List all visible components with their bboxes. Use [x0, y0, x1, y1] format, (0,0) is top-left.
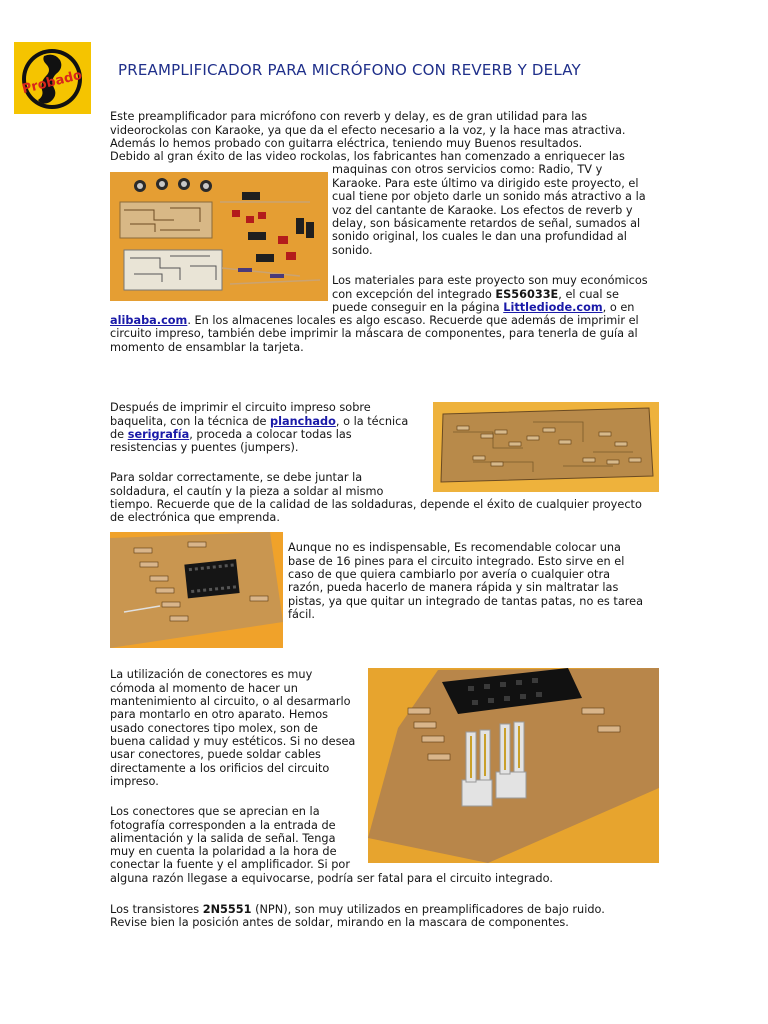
connectors-line-9: impreso. — [110, 775, 159, 788]
intro-right-line-5: delay, son básicamente retardos de señal, sumados al — [332, 217, 641, 230]
polarity-line-2: fotografía corresponden a la entrada de — [110, 819, 336, 832]
print-line-3: de serigrafía, proceda a colocar todas las — [110, 428, 352, 441]
connectors-line-3: mantenimiento al circuito, o al desarmarlo — [110, 695, 351, 708]
socket-line-2: base de 16 pines para el circuito integrado. Esto sirve en el — [288, 555, 625, 568]
print-line-2: baquelita, con la técnica de planchado, o la técnica — [110, 415, 409, 428]
intro-line-3: Además lo hemos probado con guitarra eléctrica, teniendo muy Buenos resultados. — [110, 137, 583, 150]
intro-right-line-1: maquinas con otros servicios como: Radio, TV y — [332, 163, 603, 176]
materials-line-5: circuito impreso, también debe imprimir la máscara de componentes, para tenerla de guía al — [110, 327, 638, 340]
print-line-4: resistencias y puentes (jumpers). — [110, 441, 299, 454]
print-line-1: Después de imprimir el circuito impreso sobre — [110, 401, 371, 414]
photo-components-and-pcb — [110, 172, 328, 301]
photo-ic-socket — [110, 532, 283, 648]
transistors-line-2: Revise bien la posición antes de soldar, mirando en la mascara de componentes. — [110, 916, 569, 929]
polarity-line-3: alimentación y la salida de señal. Tenga — [110, 832, 336, 845]
solder-line-1: Para soldar correctamente, se debe juntar la — [110, 471, 363, 484]
solder-line-2: soldadura, el cautín y la pieza a soldar al mismo — [110, 485, 384, 498]
materials-line-3: puede conseguir en la página Littlediode.com, o en — [332, 301, 635, 314]
materials-line-2: con excepción del integrado ES56033E, el cual se — [332, 288, 620, 301]
connectors-line-5: usado conectores tipo molex, son de — [110, 722, 318, 735]
intro-right-line-4: voz del cantante de Karaoke. Los efectos de reverb y — [332, 204, 633, 217]
serigrafia-link[interactable]: serigrafía — [127, 428, 190, 441]
materials-line-1: Los materiales para este proyecto son muy económicos — [332, 274, 648, 287]
materials-line-6: momento de ensamblar la tarjeta. — [110, 341, 304, 354]
polarity-line-1: Los conectores que se aprecian en la — [110, 805, 320, 818]
page-title: PREAMPLIFICADOR PARA MICRÓFONO CON REVERB Y DELAY — [118, 61, 581, 79]
chip-part-number: ES56033E — [495, 288, 559, 301]
polarity-line-4: muy en cuenta la polaridad a la hora de — [110, 845, 337, 858]
materials-line-4: alibaba.com. En los almacenes locales es algo escaso. Recuerde que además de imprimir el — [110, 314, 639, 327]
socket-line-5: pistas, ya que quitar un integrado de tantas patas, no es tarea — [288, 595, 644, 608]
polarity-line-6: alguna razón llegase a equivocarse, podría ser fatal para el circuito integrado. — [110, 872, 553, 885]
connectors-line-7: usar conectores, puede soldar cables — [110, 748, 321, 761]
photo-molex-connectors — [368, 668, 659, 863]
intro-line-4: Debido al gran éxito de las video rockolas, los fabricantes han comenzado a enriquecer las — [110, 150, 625, 163]
intro-right-line-2: Karaoke. Para este último va dirigido este proyecto, el — [332, 177, 639, 190]
transistors-line-1: Los transistores 2N5551 (NPN), son muy utilizados en preamplificadores de bajo ruido. — [110, 903, 605, 916]
socket-line-3: caso de que quiera cambiarlo por avería o cualquier otra — [288, 568, 611, 581]
socket-line-6: fácil. — [288, 608, 315, 621]
intro-right-line-3: cual tiene por objeto darle un sonido más atractivo a la — [332, 190, 646, 203]
probado-logo — [14, 42, 91, 114]
connectors-line-8: directamente a los orificios del circuito — [110, 762, 330, 775]
solder-line-4: de electrónica que emprenda. — [110, 511, 280, 524]
connectors-line-6: buena calidad y muy estéticos. Si no desea — [110, 735, 356, 748]
alibaba-link[interactable]: alibaba.com — [110, 314, 188, 327]
polarity-line-5: conectar la fuente y el amplificador. Si por — [110, 858, 350, 871]
connectors-line-2: cómoda al momento de hacer un — [110, 682, 298, 695]
intro-line-2: videorockolas con Karaoke, ya que da el efecto necesario a la voz, y la hace mas atractiva. — [110, 124, 626, 137]
planchado-link[interactable]: planchado — [270, 415, 336, 428]
connectors-line-4: para montarlo en otro aparato. Hemos — [110, 708, 329, 721]
intro-right-line-7: sonido. — [332, 244, 373, 257]
intro-line-1: Este preamplificador para micrófono con reverb y delay, es de gran utilidad para las — [110, 110, 588, 123]
photo-board-resistors — [433, 402, 659, 492]
socket-line-4: razón, pueda hacerlo de manera rápida y sin maltratar las — [288, 581, 619, 594]
solder-line-3: tiempo. Recuerde que de la calidad de las soldaduras, depende el éxito de cualquier proyecto — [110, 498, 642, 511]
intro-right-line-6: sonido original, los cuales le dan una profundidad al — [332, 230, 627, 243]
socket-line-1: Aunque no es indispensable, Es recomendable colocar una — [288, 541, 621, 554]
logo-stamp-text: Probado — [20, 67, 84, 98]
transistor-part-number: 2N5551 — [202, 903, 252, 916]
connectors-line-1: La utilización de conectores es muy — [110, 668, 313, 681]
littlediode-link[interactable]: Littlediode.com — [503, 301, 603, 314]
